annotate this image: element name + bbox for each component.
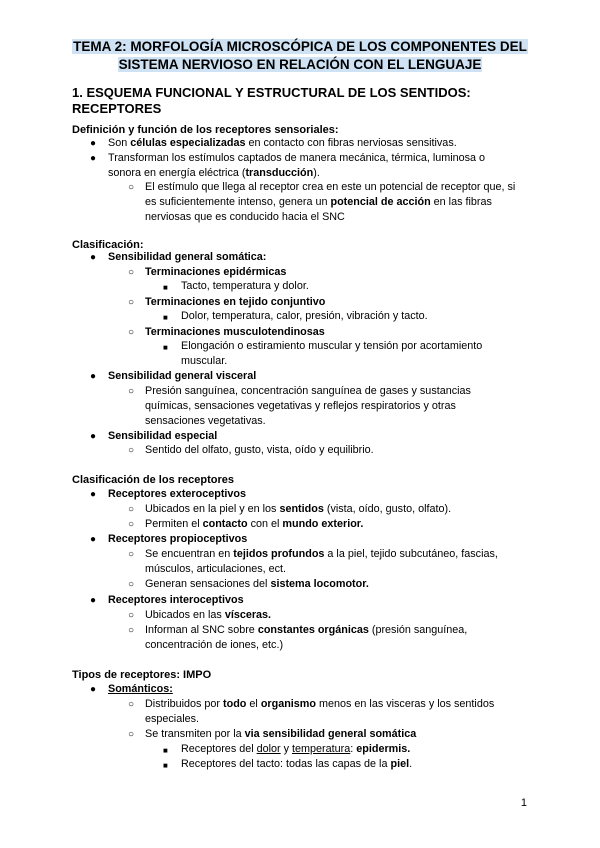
bullet-dot: ●	[90, 153, 97, 164]
bullet-square: ■	[163, 313, 168, 322]
bullet-circle: ○	[128, 699, 135, 710]
bullet-circle: ○	[128, 504, 135, 515]
bullet-dot: ●	[90, 595, 97, 606]
list-item: Son células especializadas en contacto con fibras nerviosas sensitivas.	[108, 137, 457, 149]
bullet-dot: ●	[90, 534, 97, 545]
bullet-circle: ○	[128, 267, 135, 278]
bullet-circle: ○	[128, 386, 135, 397]
list-item: Se transmiten por la via sensibilidad general somática	[145, 728, 417, 740]
list-item: Distribuidos por todo el organismo menos en las visceras y los sentidos especiales.	[145, 698, 495, 725]
list-item: Generan sensaciones del sistema locomotor.	[145, 578, 369, 590]
list-item: Receptores del tacto: todas las capas de la piel.	[181, 758, 413, 770]
bullet-circle: ○	[128, 445, 135, 456]
bullet-square: ■	[163, 761, 168, 770]
title-line-1: TEMA 2: MORFOLOGÍA MICROSCÓPICA DE LOS COMPONENTES DEL	[73, 39, 527, 54]
list-item: Tacto, temperatura y dolor.	[181, 280, 309, 292]
bullet-dot: ●	[90, 252, 97, 263]
bullet-square: ■	[163, 343, 168, 352]
list-item: Receptores del dolor y temperatura: epidermis.	[181, 743, 411, 755]
bullet-circle: ○	[128, 519, 135, 530]
clasificacion-heading: Clasificación:	[72, 239, 144, 251]
bullet-circle: ○	[128, 327, 135, 338]
bullet-circle: ○	[128, 610, 135, 621]
list-item: Se encuentran en tejidos profundos a la piel, tejido subcutáneo, fascias, músculos, articulaciones, ect.	[145, 548, 498, 575]
list-item: Sensibilidad general somática:	[108, 251, 267, 263]
bullet-square: ■	[163, 746, 168, 755]
page-title	[0, 38, 600, 74]
definicion-heading: Definición y función de los receptores sensoriales:	[72, 124, 339, 136]
bullet-circle: ○	[128, 579, 135, 590]
list-item: Informan al SNC sobre constantes orgánicas (presión sanguínea, concentración de iones, etc.)	[145, 624, 468, 651]
bullet-dot: ●	[90, 371, 97, 382]
list-item: Terminaciones en tejido conjuntivo	[145, 296, 326, 308]
list-item: Transforman los estímulos captados de manera mecánica, térmica, luminosa o sonora en energía eléctrica (transducción).	[108, 152, 486, 179]
title-line-2: SISTEMA NERVIOSO EN RELACIÓN CON EL LENGUAJE	[118, 57, 482, 72]
list-item: Terminaciones epidérmicas	[145, 266, 287, 278]
list-item: Ubicados en las vísceras.	[145, 609, 272, 621]
list-item: Sensibilidad especial	[108, 430, 218, 442]
page-number: 1	[520, 797, 527, 809]
bullet-circle: ○	[128, 549, 135, 560]
list-item: Dolor, temperatura, calor, presión, vibración y tacto.	[181, 310, 428, 322]
bullet-circle: ○	[128, 182, 135, 193]
list-item: Receptores exteroceptivos	[108, 488, 247, 500]
list-item: Ubicados en la piel y en los sentidos (vista, oído, gusto, olfato).	[145, 503, 452, 515]
list-item: El estímulo que llega al receptor crea en este un potencial de receptor que, si es suficientemente intenso, genera un potencial de acción en las fibras nerviosas que es conducido hacia el SNC	[145, 181, 516, 223]
bullet-circle: ○	[128, 297, 135, 308]
list-item: Elongación o estiramiento muscular y tensión por acortamiento muscular.	[181, 340, 483, 367]
receptores-heading: Clasificación de los receptores	[72, 474, 235, 486]
bullet-dot: ●	[90, 684, 97, 695]
list-item: Sománticos:	[108, 683, 173, 695]
bullet-square: ■	[163, 283, 168, 292]
list-item: Presión sanguínea, concentración sanguínea de gases y sustancias químicas, sensaciones vegetativas y reflejos respiratorios y otras sensaciones vegetativas.	[145, 385, 471, 427]
bullet-dot: ●	[90, 431, 97, 442]
list-item: Receptores propioceptivos	[108, 533, 248, 545]
tipos-heading: Tipos de receptores: IMPO	[72, 669, 212, 681]
list-item: Receptores interoceptivos	[108, 594, 244, 606]
list-item: Sentido del olfato, gusto, vista, oído y equilibrio.	[145, 444, 374, 456]
list-item: Permiten el contacto con el mundo exterior.	[145, 518, 364, 530]
bullet-circle: ○	[128, 729, 135, 740]
section-heading: 1. ESQUEMA FUNCIONAL Y ESTRUCTURAL DE LOS SENTIDOS: RECEPTORES	[72, 85, 471, 116]
list-item: Terminaciones musculotendinosas	[145, 326, 325, 338]
bullet-circle: ○	[128, 625, 135, 636]
bullet-dot: ●	[90, 138, 97, 149]
bullet-dot: ●	[90, 489, 97, 500]
list-item: Sensibilidad general visceral	[108, 370, 257, 382]
